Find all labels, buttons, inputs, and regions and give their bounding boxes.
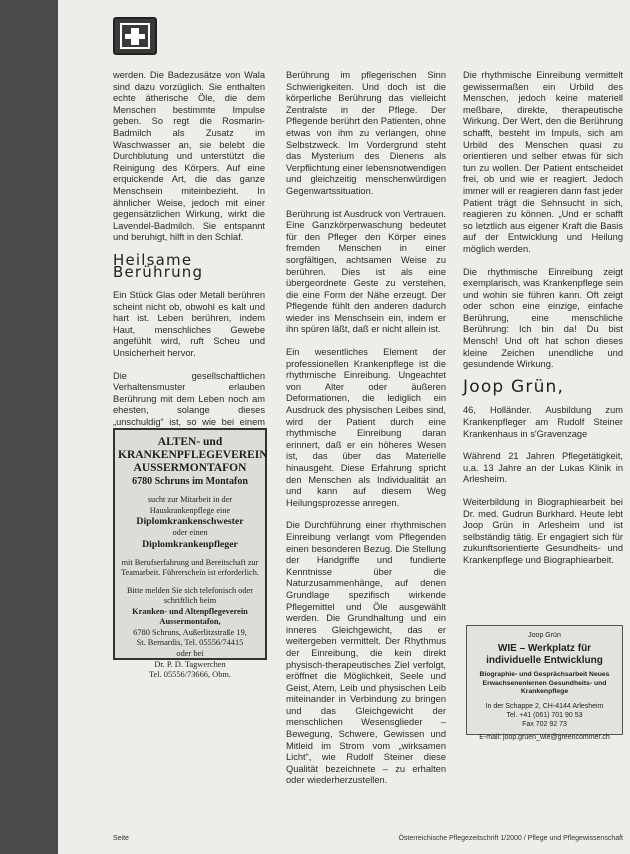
column-middle <box>286 70 446 798</box>
ad-name: Joop Grün <box>528 632 561 639</box>
cross-logo-icon <box>113 17 157 55</box>
author-heading: Joop Grün, <box>463 376 565 397</box>
job-advertisement <box>113 428 268 680</box>
paragraph: werden. Die Badezusätze von Wala sind dazu vorzüglich. Sie enthalten echte ätherische Öle, die dem Menschen bestimmte Impulse geben. So regt die Rosmarin-Badmilch als Zusatz im Waschwasser an, sie belebt die Durchblutung und unterstützt die Reinigung des Körpers. Auf eine erquickende Art, die das ganze Menschsein miteinbezieht. In ähnlicher Weise, jedoch mit einer gegensätzlichen Wirkung, wirkt die Lavendel-Badmilch. Sie entspannt und beruhigt, hilft in den Schlaf. <box>113 70 265 243</box>
ad-email: E-mail: joop.gruen_wie@greencommer.ch <box>479 733 610 741</box>
ad-org: Kranken- und Altenpflegeverein Aussermontafon, <box>132 606 248 627</box>
paragraph: Ein wesentliches Element der professionellen Krankenpflege ist die rhythmische Einreibung. Ungeachtet von Alter oder äußeren Deformationen, die lediglich ein Ausdruck des physischen Leibes sind, wird der Patient durch eine rhythmische Einreibung daran erinnert, daß er ein höheres Wesen ist, das über das Materielle hinausgeht. Diese Erfahrung spricht den Menschen als Individualität an und kann auf diesem Weg Heilungsprozesse anregen. <box>286 347 446 508</box>
ad-address: 6780 Schruns, Außerlitzstraße 19, <box>133 627 247 637</box>
paragraph: 46, Holländer. Ausbildung zum Krankenpfleger am Rudolf Steiner Krankenhaus in s'Gravenzage <box>463 405 623 439</box>
ad-role: Diplomkrankenschwester <box>136 516 244 527</box>
paragraph: Berührung ist Ausdruck von Vertrauen. Eine Ganzkörperwaschung bedeutet für den Pfleger den Körper eines fremden Menschen in einer sorgfältigen, achtsamen Weise zu berühren. Dies ist als eine übergeordnete Geste zu verstehen, die eine Form der Nähe erzeugt. Der Pflegende fühlt den anderen dadurch wieder ins Menschsein ein, indem er ihn spüren läßt, daß er nicht allein ist. <box>286 208 446 335</box>
ad-location: 6780 Schruns im Montafon <box>132 476 248 487</box>
ad-fax: Fax 702 92 73 <box>522 720 567 728</box>
section-heading: Heilsame Berührung <box>113 250 204 281</box>
paragraph: Während 21 Jahren Pflegetätigkeit, u.a. 13 Jahre an der Lukas Klinik in Arlesheim. <box>463 451 623 485</box>
paragraph: Berührung im pflegerischen Sinn Schwierigkeiten. Und doch ist die körperliche Berührung das vielleicht Zentralste in der Pflege. Der Pflegende berührt den Patienten, ohne etwas von ihm zu verlangen, ohne Selbstzweck. Im Vordergrund steht das Mysterium des Dienens als Verpflichtung einer lebensnotwendigen und gleichzeitig menschenwürdigen Gegenwartssituation. <box>286 70 446 196</box>
paragraph: Weiterbildung in Biographiearbeit bei Dr. med. Gudrun Burkhard. Heute lebt Joop Grün in Arlesheim und ist selbständig tätig. Er engagiert sich für zukunftsorientierte Gesundheits- und Krankenpflege und Biographiearbeit. <box>463 497 623 565</box>
ad-address: St. Bernardis, Tel. 05556/74415 <box>136 638 244 648</box>
column-right <box>463 70 623 578</box>
ad-address: Dr. P. D. Tagwerchen <box>154 659 226 669</box>
ad-title-2: AUSSERMONTAFON <box>133 462 247 474</box>
ad-address: Tel. 05556/73666, Obm. <box>149 670 231 680</box>
paragraph: Die rhythmische Einreibung vermittelt gewissermaßen ein Urbild des Menschen, jedoch keine materiell meßbare, direkte, therapeutische Wirkung. Der Wert, den die Berührung schafft, besteht im Impuls, sich am Urbild des Menschen quasi zu orientieren und selber etwas für sich tun zu wollen. Der Patient entscheidet frei, ob und wie er reagiert. Jedoch immer will er reagieren dann fast jeder Patient trägt die Sehnsucht in sich, reagieren zu können. „Und er schafft so letztlich aus eigener Kraft die Basis auf der Entwicklung und Heilung möglich werden. <box>463 70 623 254</box>
ad-text: sucht zur Mitarbeit in der Hauskrankenpflege eine <box>147 495 233 515</box>
ad-address: In der Schappe 2, CH-4144 Arlesheim <box>485 702 604 710</box>
paragraph: Die rhythmische Einreibung zeigt exemplarisch, was Krankenpflege sein und wohin sie führen kann. Oft zeigt oder schon eine einzige, einfache Berührung, eine menschliche Berührung: Ich bin da! Du bist Mensch! Und oft hat schon dieses kleine Zeichen unendliche und gesundende Wirkung. <box>463 266 623 370</box>
ad-phone: Tel. +41 (061) 701 90 53 <box>506 711 583 719</box>
ad-role: Diplomkrankenpfleger <box>142 538 238 550</box>
ad-text: oder einen <box>172 528 208 537</box>
business-card-ad <box>466 625 623 741</box>
ad-text: Bitte melden Sie sich telefonisch oder schriftlich beim <box>126 585 254 606</box>
paragraph: Die Durchführung einer rhythmischen Einreibung verlangt vom Pflegenden einen besonderen Bezug. Die Stellung der Handgriffe und fundierte Kenntnisse über die Naturzusammenhänge, auf denen Grundlage spezifisch wirkende Pflegemittel und Öle ausgewählt werden. Die Grundhaltung und ein inneres Gleichgewicht, das er weitergeben vermittelt. Der Rhythmus der Einreibung, die kein direkt physisch-therapeutisches Ziel verfolgt, eröffnet die Möglichkeit, Seele und Geist, Atem, Leib und physischen Leib miteinander in Verbindung zu bringen und das Gleichgewicht der menschlichen Wesensglieder – Bewegung, Schwere, Gewissen und Mitleid im Strom vom „wirksamen Licht“, wie Rudolf Steiner diese Qualität bezeichnete – zu erhalten oder wiederherzustellen. <box>286 520 446 786</box>
footer-page: Seite <box>113 835 129 842</box>
column-left <box>113 70 265 451</box>
paragraph: Ein Stück Glas oder Metall berühren scheint nicht ob, obwohl es kalt und hart ist. Leben berühren, indem Haut, menschliches Gewebe angefühlt wird, ruft Scheu und Unsicherheit hervor. <box>113 290 265 359</box>
ad-title: WIE – Werkplatz für individuelle Entwicklung <box>486 643 603 666</box>
paragraph: Die gesellschaftlichen Verhaltensmuster erlauben Berührung mit dem Leben noch am ehesten, solange dieses „unschuldig“ ist, so wie bei einem <box>113 370 265 428</box>
ad-title: ALTEN- und KRANKENPFLEGEVEREIN <box>118 436 268 461</box>
ad-subtitle: Biographie- und Gesprächsarbeit Neues Erwachsenenlernen Gesundheits- und Krankenpflege <box>479 671 610 695</box>
ad-text: mit Berufserfahrung und Bereitschaft zur Teamarbeit. Führerschein ist erforderlich. <box>121 557 259 578</box>
footer-publication: Österreichische Pflegezeitschrift 1/2000 / Pflege und Pflegewissenschaft <box>398 835 623 842</box>
ad-address: oder bei <box>176 648 204 658</box>
